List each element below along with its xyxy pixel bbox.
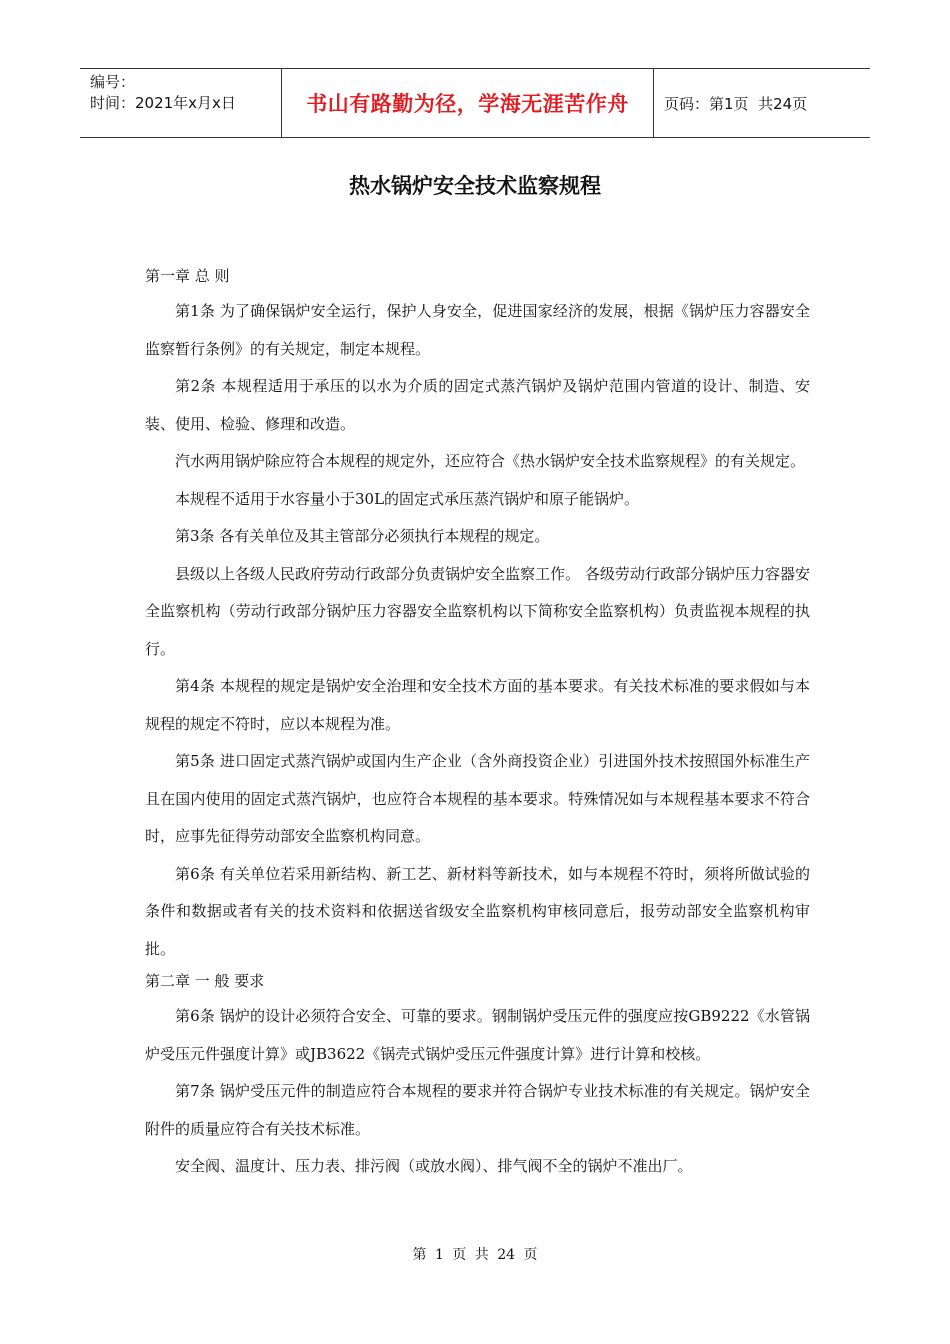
chapter-heading: 第一章 总 则 <box>145 267 230 285</box>
header-page-info: 页码：第1页 共24页 <box>664 94 808 113</box>
article-paragraph: 第1条 为了确保锅炉安全运行，保护人身安全，促进国家经济的发展，根据《锅炉压力容器安全监察暂行条例》的有关规定，制定本规程。 <box>145 302 810 358</box>
article-paragraph: 安全阀、温度计、压力表、排污阀（或放水阀）、排气阀不全的锅炉不准出厂。 <box>175 1157 693 1175</box>
article-paragraph: 第6条 锅炉的设计必须符合安全、可靠的要求。钢制锅炉受压元件的强度应按GB9222《水管锅炉受压元件强度计算》或JB3622《锅壳式锅炉受压元件强度计算》进行计算和校核。 <box>145 1007 810 1063</box>
article-paragraph: 第6条 有关单位若采用新结构、新工艺、新材料等新技术，如与本规程不符时，须将所做试验的条件和数据或者有关的技术资料和依据送省级安全监察机构审核同意后，报劳动部安全监察机构审批。 <box>145 864 810 958</box>
article-paragraph: 第3条 各有关单位及其主管部分必须执行本规程的规定。 <box>175 527 550 545</box>
document-body <box>145 259 810 1186</box>
article-paragraph: 县级以上各级人民政府劳动行政部分负责锅炉安全监察工作。 各级劳动行政部分锅炉压力容器安全监察机构（劳动行政部分锅炉压力容器安全监察机构以下简称安全监察机构）负责监视本规程的执行。 <box>145 564 810 658</box>
header-page-cell <box>654 69 870 137</box>
article-paragraph: 本规程不适用于水容量小于30L的固定式承压蒸汽锅炉和原子能锅炉。 <box>175 489 640 508</box>
article-paragraph: 第2条 本规程适用于承压的以水为介质的固定式蒸汽锅炉及锅炉范围内管道的设计、制造、安装、使用、检验、修理和改造。 <box>145 377 810 433</box>
page-footer: 第 1 页 共 24 页 <box>412 1247 538 1263</box>
article-paragraph: 第7条 锅炉受压元件的制造应符合本规程的要求并符合锅炉专业技术标准的有关规定。锅炉安全附件的质量应符合有关技术标准。 <box>145 1082 810 1138</box>
article-paragraph: 第4条 本规程的规定是锅炉安全治理和安全技术方面的基本要求。有关技术标准的要求假如与本规程的规定不符时，应以本规程为准。 <box>145 677 810 733</box>
document-date: 时间：2021年x月x日 <box>90 94 236 112</box>
header-meta <box>80 69 282 137</box>
header-motto: 书山有路勤为径，学海无涯苦作舟 <box>306 92 629 116</box>
header-motto-cell <box>282 69 654 137</box>
page-header <box>80 68 870 138</box>
article-paragraph: 第5条 进口固定式蒸汽锅炉或国内生产企业（含外商投资企业）引进国外技术按照国外标准生产且在国内使用的固定式蒸汽锅炉，也应符合本规程的基本要求。特殊情况如与本规程基本要求不符合时，应事先征得劳动部安全监察机构同意。 <box>145 752 810 845</box>
chapter-heading: 第二章 一 般 要求 <box>145 972 265 990</box>
document-title: 热水锅炉安全技术监察规程 <box>349 174 601 198</box>
document-number-label: 编号： <box>90 73 136 91</box>
article-paragraph: 汽水两用锅炉除应符合本规程的规定外，还应符合《热水锅炉安全技术监察规程》的有关规定。 <box>175 452 806 470</box>
